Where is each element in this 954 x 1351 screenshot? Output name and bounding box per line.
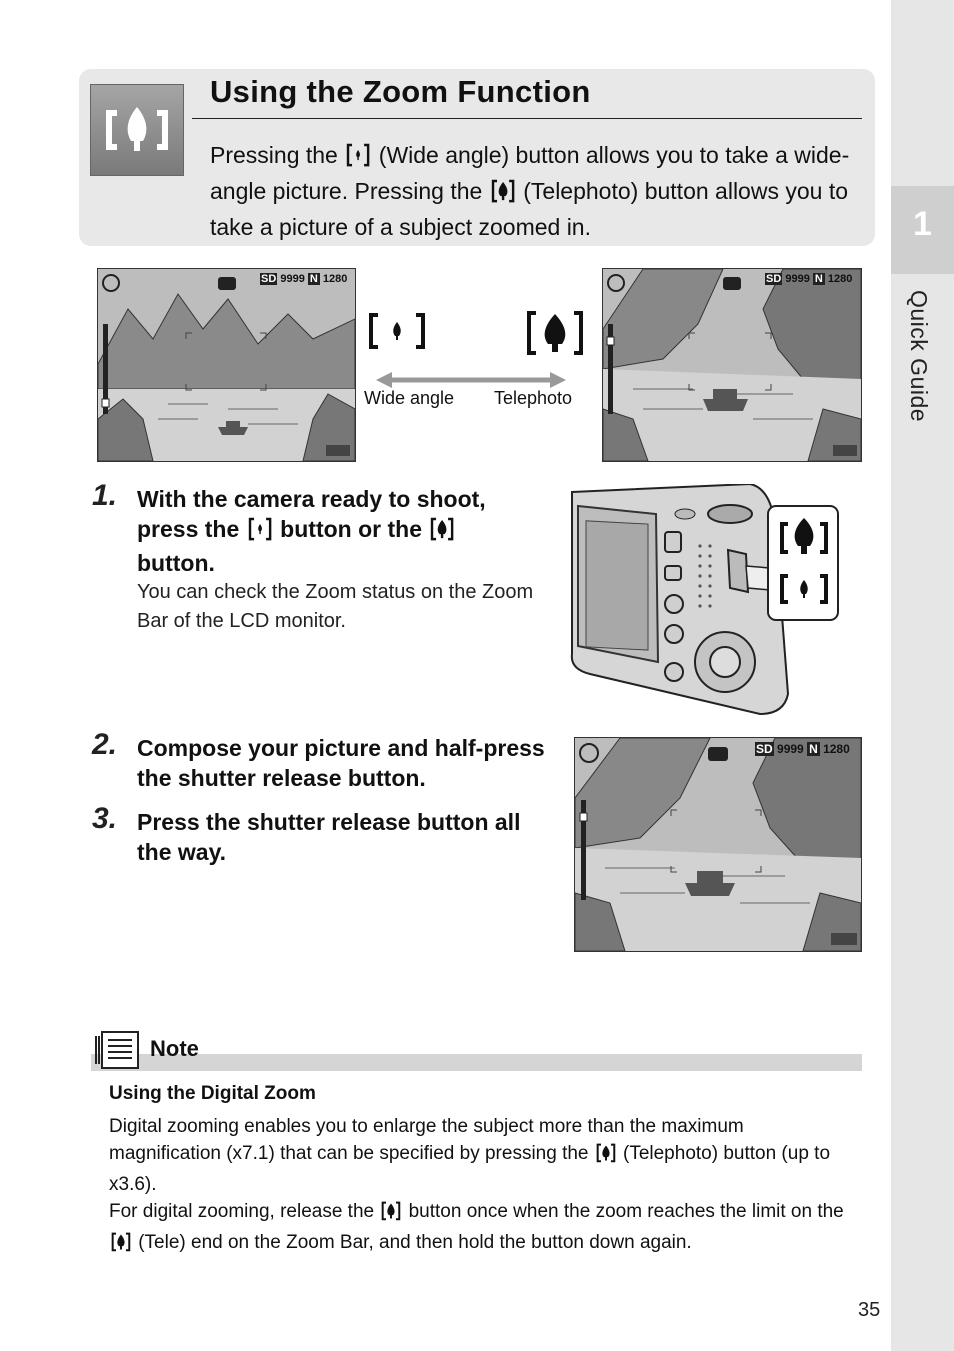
note-paragraph-1: Digital zooming enables you to enlarge the subject more than the maximum magnification (x7.1) that can be specified by pressing the (Telephoto) button (up to x3.6). [109,1116,831,1195]
zoom-wide-icon [248,517,272,548]
note-title: Using the Digital Zoom [109,1083,316,1104]
camera-illustration [570,484,840,721]
step-2-text: Compose your picture and half-press the shutter release button. [137,735,545,791]
zoom-tele-icon [111,1232,131,1260]
zoom-wide-small-icon [368,312,426,355]
chapter-label: Quick Guide [906,290,932,423]
note-body [109,1113,859,1260]
lcd-screen-tele [602,268,862,462]
step-3-number: 3. [92,802,118,835]
lcd-screen-wide [97,268,356,462]
zoom-tele-icon [90,84,184,176]
note-icon [94,1030,142,1075]
step-2-number: 2. [92,728,118,761]
lcd-status: SD 9999 N 1280 [261,273,348,285]
page-number: 35 [858,1299,881,1321]
step-3-text: Press the shutter release button all the way. [137,809,521,865]
telephoto-label: Telephoto [494,388,573,408]
step-1-text: With the camera ready to shoot, press the button or the button. [137,486,486,576]
intro-text: Pressing the (Wide angle) button allows you to take a wide-angle picture. Pressing the (Telephoto) button allows you to take a picture of a subject zoomed in. [210,142,850,240]
zoom-tele-icon [491,179,515,211]
zoom-tele-large-icon [526,310,584,361]
lcd-status: SD 9999 N 1280 [756,742,850,756]
zoom-wide-icon [346,143,370,175]
note-bar [91,1054,862,1071]
zoom-tele-icon [430,517,454,548]
title-rule [192,118,862,119]
step-1-subtext: You can check the Zoom status on the Zoom Bar of the LCD monitor. [137,581,534,632]
note-label: Note [150,1036,199,1061]
lcd-status: SD 9999 N 1280 [766,273,853,285]
chapter-number: 1 [913,205,932,243]
wide-angle-label: Wide angle [364,388,455,408]
note-paragraph-2: For digital zooming, release the button once when the zoom reaches the limit on the (Tele) end on the Zoom Bar, and then hold the button down again. [109,1198,859,1260]
zoom-tele-icon [381,1201,401,1229]
zoom-tele-icon [596,1143,616,1171]
lcd-screen-compose [574,737,862,952]
page-title: Using the Zoom Function [210,74,591,109]
step-1-number: 1. [92,479,118,512]
